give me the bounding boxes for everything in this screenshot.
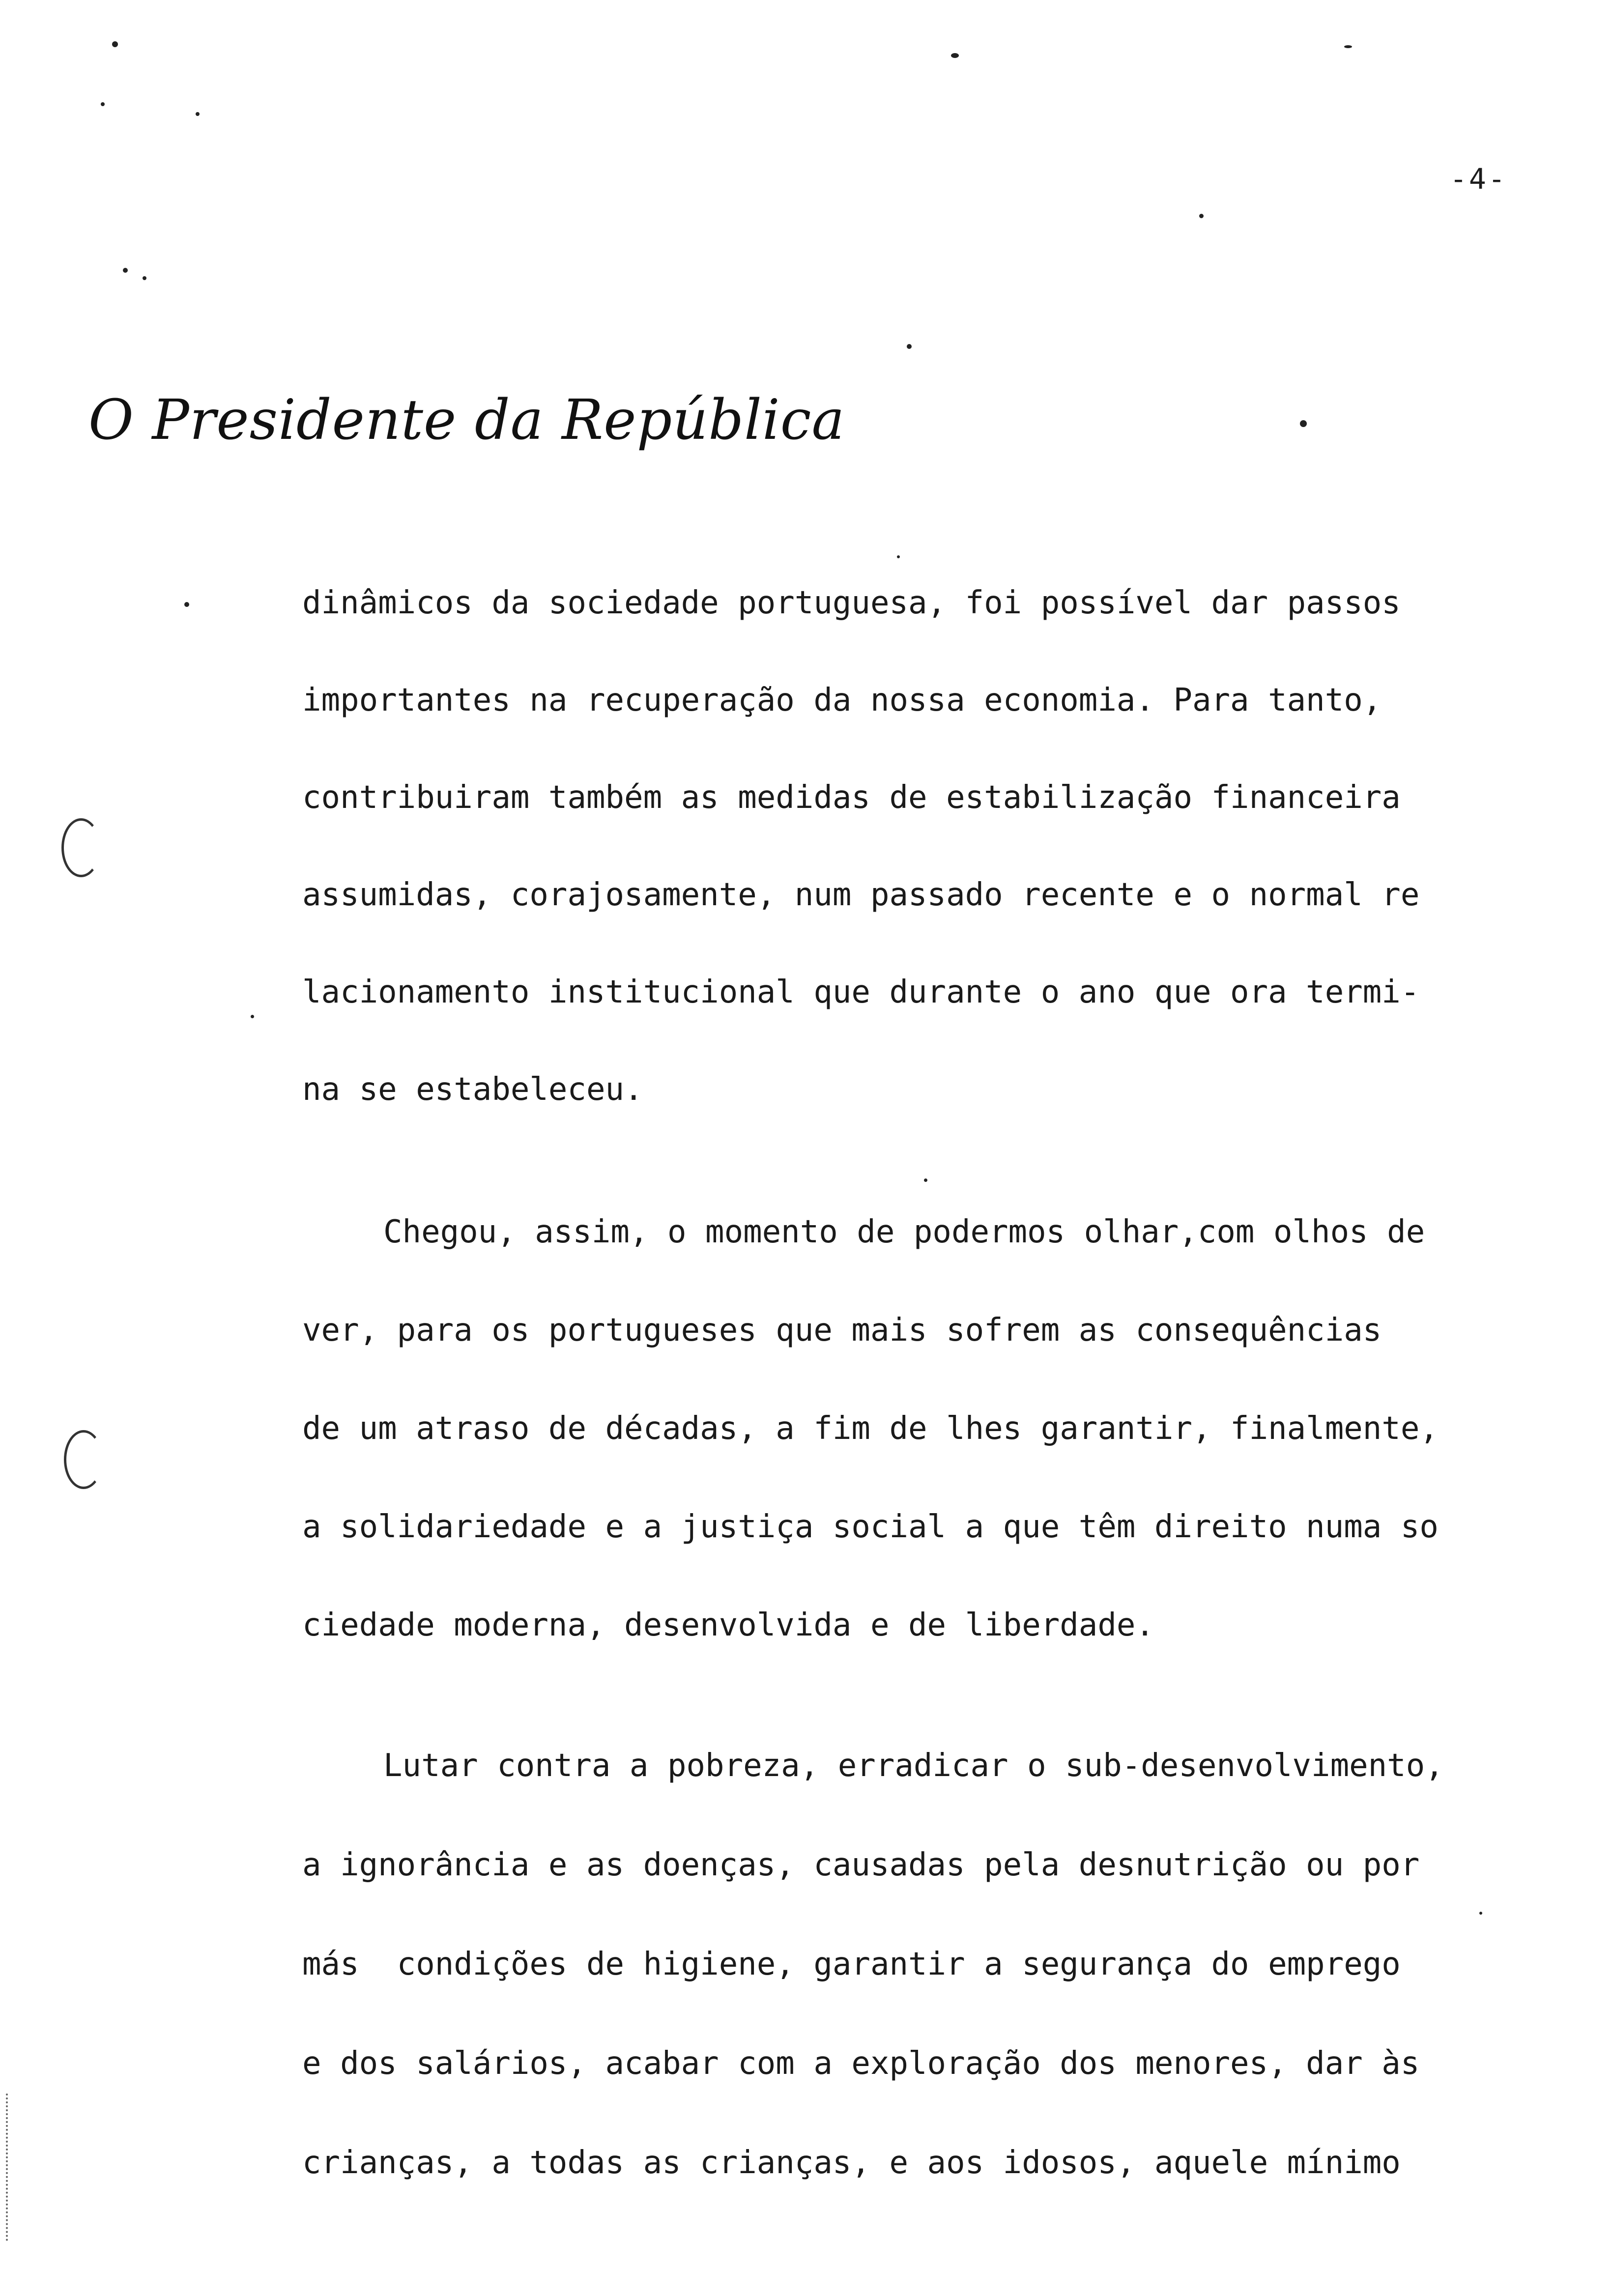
- scan-speck: [1199, 214, 1204, 218]
- body-line: importantes na recuperação da nossa economia. Para tanto,: [302, 682, 1382, 718]
- body-line: a solidariedade e a justiça social a que têm direito numa so: [302, 1509, 1439, 1545]
- body-line: dinâmicos da sociedade portuguesa, foi possível dar passos: [302, 585, 1401, 621]
- scan-speck: [907, 344, 912, 349]
- body-line: ciedade moderna, desenvolvida e de liberdade.: [302, 1607, 1154, 1643]
- body-line: na se estabeleceu.: [302, 1071, 643, 1108]
- body-line: lacionamento institucional que durante o ano que ora termi-: [302, 974, 1420, 1010]
- scan-speck: [196, 112, 200, 116]
- scan-edge-artifact: [6, 2094, 10, 2241]
- body-line: e dos salários, acabar com a exploração dos menores, dar às: [302, 2045, 1420, 2082]
- body-line: assumidas, corajosamente, num passado recente e o normal re: [302, 877, 1420, 913]
- scan-speck: [924, 1178, 927, 1182]
- punch-hole-mark: [61, 818, 101, 877]
- body-line: crianças, a todas as crianças, e aos idosos, aquele mínimo: [302, 2145, 1401, 2181]
- body-line: a ignorância e as doenças, causadas pela desnutrição ou por: [302, 1847, 1420, 1883]
- scan-speck: [1344, 45, 1352, 48]
- scan-speck: [1300, 420, 1307, 427]
- punch-hole-mark: [64, 1430, 103, 1489]
- scan-speck: [112, 41, 118, 47]
- body-line: más condições de higiene, garantir a segurança do emprego: [302, 1946, 1401, 1982]
- page-number: -4-: [1450, 162, 1507, 196]
- body-line: de um atraso de décadas, a fim de lhes garantir, finalmente,: [302, 1410, 1439, 1447]
- body-line: contribuiram também as medidas de estabilização financeira: [302, 779, 1401, 816]
- letterhead-signature: O Presidente da República: [88, 388, 845, 452]
- scan-speck: [101, 102, 105, 106]
- scan-speck: [1479, 1912, 1482, 1915]
- body-line: Chegou, assim, o momento de podermos olhar,com olhos de: [383, 1214, 1425, 1250]
- scan-speck: [897, 555, 900, 558]
- body-line: Lutar contra a pobreza, erradicar o sub-desenvolvimento,: [383, 1748, 1444, 1784]
- scan-speck: [951, 53, 959, 58]
- scan-speck: [123, 268, 128, 273]
- body-line: ver, para os portugueses que mais sofrem as consequências: [302, 1312, 1382, 1349]
- scan-speck: [143, 276, 146, 280]
- scan-speck: [184, 602, 189, 607]
- scan-speck: [251, 1015, 254, 1018]
